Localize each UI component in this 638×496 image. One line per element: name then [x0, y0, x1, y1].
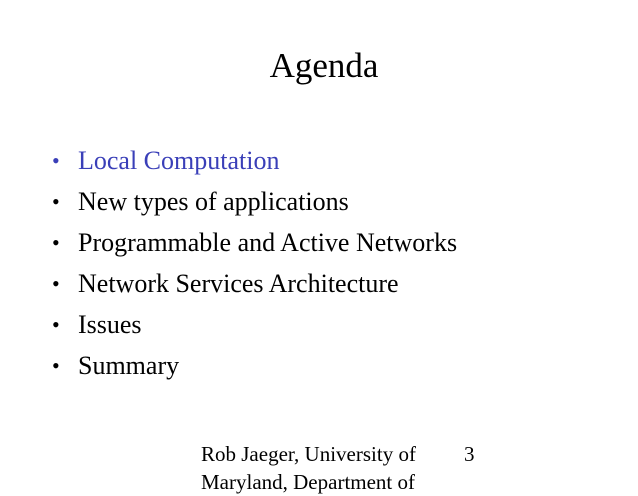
bullet-icon: •: [52, 271, 60, 296]
footer-author: [201, 440, 431, 496]
slide-title: Agenda: [269, 46, 379, 85]
agenda-item-label: New types of applications: [78, 187, 349, 216]
footer-author-line: Maryland, Department of: [201, 470, 416, 494]
agenda-item-label: Programmable and Active Networks: [78, 228, 458, 257]
agenda-item-label: Summary: [78, 351, 180, 380]
bullet-icon: •: [52, 189, 60, 214]
bullet-icon: •: [52, 312, 60, 337]
agenda-item-label: Network Services Architecture: [78, 269, 399, 298]
bullet-icon: •: [52, 148, 60, 173]
bullet-icon: •: [52, 230, 60, 255]
page-number: 3: [464, 442, 475, 466]
agenda-item-label: Local Computation: [78, 146, 280, 175]
footer-author-line: Rob Jaeger, University of: [201, 442, 416, 466]
bullet-icon: •: [52, 353, 60, 378]
agenda-item-label: Issues: [78, 310, 142, 339]
